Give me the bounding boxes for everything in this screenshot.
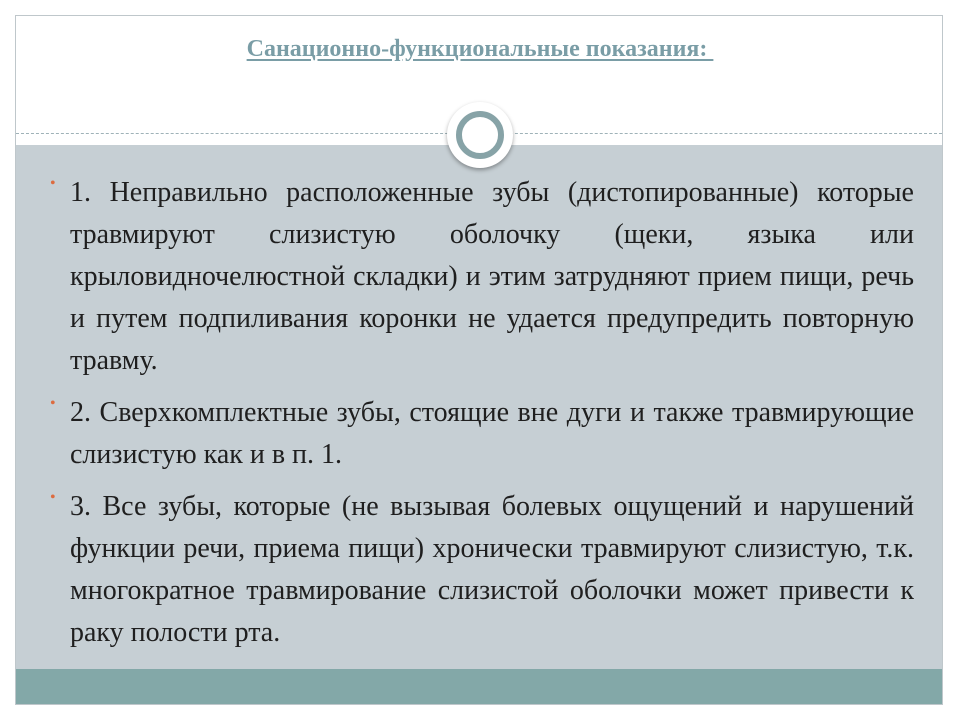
- footer-bar: [16, 669, 942, 704]
- circle-ring-icon: [456, 111, 504, 159]
- slide-title: Санационно-функциональные показания:: [246, 36, 714, 62]
- bullet-text-2: 2. Сверхкомплектные зубы, стоящие вне дуги и также травмирующие слизистую как и в п. 1.: [70, 397, 914, 470]
- bullet-dot-icon: •: [50, 489, 56, 506]
- bullet-dot-icon: •: [50, 175, 56, 192]
- bullet-list: [50, 172, 914, 664]
- bullet-dot-icon: •: [50, 395, 56, 412]
- bullet-text-1: 1. Неправильно расположенные зубы (дистопированные) которые травмируют слизистую оболочку (щеки, языка или крыловидночелюстной складки) и этим затрудняют прием пищи, речь и путем подпиливания коронки не удается предупредить повторную травму.: [70, 177, 914, 376]
- bullet-item-2: [50, 392, 914, 476]
- bullet-item-3: [50, 486, 914, 654]
- bullet-text-3: 3. Все зубы, которые (не вызывая болевых ощущений и нарушений функции речи, приема пищи) хронически травмируют слизистую, т.к. многократное травмирование слизистой оболочки может привести к раку полости рта.: [70, 491, 914, 648]
- bullet-item-1: [50, 172, 914, 382]
